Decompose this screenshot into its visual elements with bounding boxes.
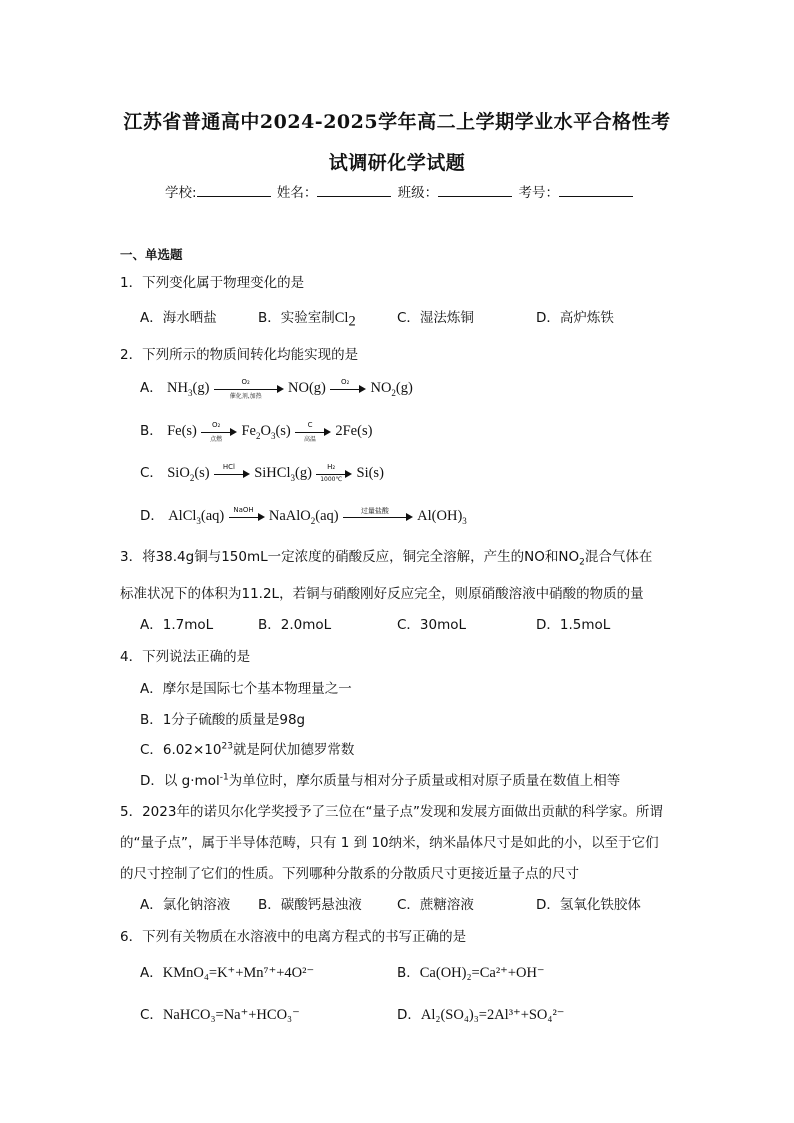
q2-c-arrow1 — [214, 463, 250, 480]
q3-line1-a: 3．将38.4g铜与150mL一定浓度的硝酸反应，铜完全溶解，产生的NO和NO — [120, 549, 580, 565]
q1-option-c: C．湿法炼铜 — [397, 310, 474, 326]
q2-option-d — [140, 504, 467, 526]
q2-d-arrow1 — [229, 506, 265, 523]
student-info-row — [165, 181, 635, 201]
q2-a-arrow1 — [214, 378, 284, 400]
q2-option-b — [140, 419, 372, 441]
q6-option-d — [397, 1003, 564, 1024]
q2-d-2-state: (aq) — [315, 508, 339, 524]
q2-b-arrow2-bottom: 高温 — [304, 436, 317, 443]
q2-b-arrow1-top: O₂ — [212, 421, 221, 429]
q4-d-sup: -1 — [219, 772, 229, 783]
q3-option-d: D．1.5moL — [536, 617, 611, 633]
q2-a-reactant — [167, 380, 209, 396]
q2-c-3: Si(s) — [356, 465, 384, 481]
number-blank — [559, 184, 633, 197]
q2-b-3: 2Fe(s) — [335, 423, 373, 439]
q2-d-arrow2 — [343, 509, 413, 523]
q2-d-label: D． — [140, 508, 164, 524]
q2-c-1-formula — [167, 465, 209, 481]
q2-a-arrow2 — [330, 378, 366, 395]
q2-c-1: SiO — [167, 465, 190, 481]
q2-a-arrow1-top: O₂ — [241, 378, 250, 386]
q2-a-3-state: (g) — [395, 380, 413, 396]
q2-b-2-formula — [241, 423, 290, 439]
q2-d-1-sub: 3 — [196, 515, 201, 526]
q2-c-arrow2-top: H₂ — [327, 463, 336, 471]
q2-b-label: B． — [140, 423, 163, 439]
exam-title-line1: 江苏省普通高中2024-2025学年高二上学期学业水平合格性考 — [123, 111, 671, 133]
q2-b-arrow1 — [201, 421, 237, 443]
q2-a-3: NO — [370, 380, 392, 396]
q3-option-b: B．2.0moL — [258, 617, 332, 633]
q6-b-label: B． — [397, 965, 420, 981]
q6-option-c — [140, 1003, 300, 1024]
q2-d-1: AlCl — [168, 508, 197, 524]
q2-c-label: C． — [140, 465, 163, 481]
q2-b-2-state: (s) — [275, 423, 291, 439]
q2-b-2-sub1: 2 — [255, 430, 261, 441]
class-blank — [438, 184, 512, 197]
q2-d-3-formula — [417, 508, 467, 524]
q2-c-1-state: (s) — [194, 465, 210, 481]
q4-c-b: 就是阿伏加德罗常数 — [232, 742, 355, 758]
q4-c-a: C．6.02×10 — [140, 742, 222, 758]
q2-c-2-formula — [254, 465, 312, 481]
q6-a-equation: KMnO₄=K⁺+Mn⁷⁺+4O²⁻ — [162, 965, 315, 981]
q2-b-arrow2-top: C — [307, 421, 313, 429]
q2-d-2: NaAlO — [268, 508, 311, 524]
q2-a-label: A． — [140, 380, 163, 396]
q5-option-d: D．氢氧化铁胶体 — [536, 897, 641, 913]
school-label: 学校: — [165, 185, 197, 201]
q2-a-product — [370, 380, 412, 396]
q6-d-equation: Al₂(SO₄)₃=2Al³⁺+SO₄²⁻ — [420, 1007, 565, 1023]
q2-d-3: Al(OH) — [417, 508, 463, 524]
q2-c-2-sub: 3 — [290, 472, 295, 483]
q1-option-d: D．高炉炼铁 — [536, 310, 614, 326]
q6-c-label: C． — [140, 1007, 163, 1023]
q6-stem: 6．下列有关物质在水溶液中的电离方程式的书写正确的是 — [120, 929, 467, 945]
q2-c-arrow1-top: HCl — [222, 463, 235, 471]
q4-d-a: D．以 g·mol — [140, 773, 220, 789]
q3-line1-sub: 2 — [579, 557, 585, 568]
q4-option-d — [140, 769, 620, 789]
q2-a-2: NO(g) — [288, 380, 326, 396]
q3-option-a: A．1.7moL — [140, 617, 214, 633]
q2-b-arrow2 — [295, 421, 331, 443]
q1-option-b-sub: 2 — [348, 313, 356, 330]
q6-b-equation: Ca(OH)₂=Ca²⁺+OH⁻ — [419, 965, 545, 981]
q2-d-1-formula — [168, 508, 224, 524]
q2-d-arrow1-top: NaOH — [233, 506, 254, 514]
q2-b-arrow1-bottom: 点燃 — [210, 436, 223, 443]
q2-c-1-sub: 2 — [189, 472, 195, 483]
q4-option-a: A．摩尔是国际七个基本物理量之一 — [140, 681, 352, 697]
q2-stem: 2．下列所示的物质间转化均能实现的是 — [120, 347, 359, 363]
q2-b-2: Fe — [241, 423, 256, 439]
exam-title-line2: 试调研化学试题 — [328, 152, 466, 174]
q1-option-b — [258, 306, 356, 331]
q1-stem: 1．下列变化属于物理变化的是 — [120, 275, 305, 291]
q2-option-c — [140, 461, 384, 483]
q3-line2: 标准状况下的体积为11.2L，若铜与硝酸刚好反应完全，则原硝酸溶液中硝酸的物质的量 — [120, 586, 644, 602]
q2-c-2-state: (g) — [294, 465, 312, 481]
q4-stem: 4．下列说法正确的是 — [120, 649, 251, 665]
name-blank — [317, 184, 391, 197]
q4-d-b: 为单位时，摩尔质量与相对分子质量或相对原子质量在数值上相等 — [228, 773, 621, 789]
q4-c-sup: 23 — [221, 741, 233, 752]
q2-option-a — [140, 376, 413, 398]
q2-c-arrow2-bottom: 1000℃ — [320, 476, 343, 483]
q2-d-1-state: (aq) — [200, 508, 225, 524]
q2-a-1: NH — [167, 380, 188, 396]
q3-option-c: C．30moL — [397, 617, 467, 633]
number-label: 考号： — [518, 185, 559, 201]
q1-option-b-formula: Cl — [334, 310, 349, 326]
section-title: 一、单选题 — [120, 247, 183, 262]
q4-option-c — [140, 738, 354, 758]
school-blank — [197, 184, 271, 197]
q6-c-equation: NaHCO₃=Na⁺+HCO₃⁻ — [162, 1007, 300, 1023]
q2-d-2-formula — [269, 508, 339, 524]
q2-a-arrow2-top: O₂ — [341, 378, 350, 386]
q1-option-b-text: B．实验室制 — [258, 310, 335, 326]
q2-d-2-sub: 2 — [310, 515, 316, 526]
q6-a-label: A． — [140, 965, 163, 981]
q5-option-a: A．氯化钠溶液 — [140, 897, 231, 913]
q6-option-a — [140, 961, 314, 982]
q1-option-a: A．海水晒盐 — [140, 310, 217, 326]
q3-line1 — [120, 545, 652, 568]
class-label: 班级： — [397, 185, 439, 201]
q2-b-2-sub2: 3 — [270, 430, 276, 441]
q5-line1: 5．2023年的诺贝尔化学奖授予了三位在“量子点”发现和发展方面做出贡献的科学家。所谓 — [120, 804, 663, 820]
q5-option-c: C．蔗糖溶液 — [397, 897, 474, 913]
q2-a-1-sub: 3 — [188, 387, 193, 398]
q2-c-2: SiHCl — [254, 465, 291, 481]
q2-b-1: Fe(s) — [167, 423, 197, 439]
q6-d-label: D． — [397, 1007, 421, 1023]
q6-option-b — [397, 961, 545, 982]
q2-a-1-state: (g) — [192, 380, 210, 396]
q2-c-arrow2 — [316, 463, 352, 483]
name-label: 姓名： — [276, 185, 318, 201]
q2-d-arrow2-top: 过量盐酸 — [360, 507, 389, 515]
q5-line2: 的“量子点”，属于半导体范畴，只有 1 到 10纳米，纳米晶体尺寸是如此的小，以至于它们 — [120, 835, 659, 851]
q2-d-3-sub: 3 — [462, 515, 467, 526]
q4-option-b: B．1分子硫酸的质量是98g — [140, 712, 306, 728]
q2-b-2-mid: O — [260, 423, 271, 439]
q3-line1-b: 混合气体在 — [584, 549, 653, 565]
q2-a-3-sub: 2 — [391, 387, 396, 398]
q5-option-b: B．碳酸钙悬浊液 — [258, 897, 362, 913]
q2-a-arrow1-bottom: 催化剂,加热 — [229, 393, 262, 400]
q5-line3: 的尺寸控制了它们的性质。下列哪种分散系的分散质尺寸更接近量子点的尺寸 — [120, 866, 579, 882]
